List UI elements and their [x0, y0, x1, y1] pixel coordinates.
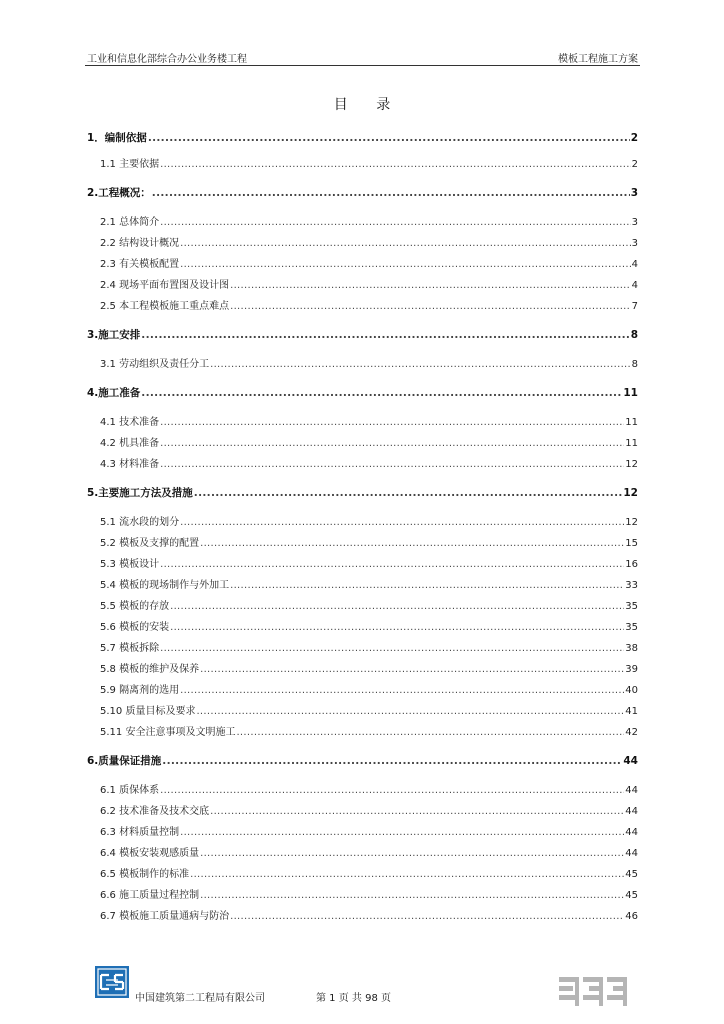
page-footer	[95, 962, 638, 1002]
toc-entry-page-number: 2	[630, 132, 638, 144]
toc-entry-page-number: 42	[625, 727, 638, 738]
toc-entry-page-number: 44	[625, 848, 638, 859]
toc-subsection-entry[interactable]	[87, 844, 638, 860]
toc-title: 目 录	[333, 97, 403, 113]
toc-entry-label: 6.4 模板安装观感质量	[100, 848, 200, 859]
toc-dot-leader	[196, 706, 624, 717]
toc-dot-leader	[160, 459, 624, 470]
toc-subsection-entry[interactable]	[87, 455, 638, 471]
toc-subsection-entry[interactable]	[87, 297, 638, 313]
toc-dot-leader	[210, 359, 631, 370]
page-header	[87, 50, 638, 66]
toc-entry-page-number: 2	[631, 159, 638, 170]
header-project-name: 工业和信息化部综合办公业务楼工程	[87, 54, 247, 65]
toc-dot-leader	[230, 911, 624, 922]
toc-entry-page-number: 3	[630, 187, 638, 199]
toc-subsection-entry[interactable]	[87, 597, 638, 613]
toc-dot-leader	[148, 132, 630, 144]
toc-entry-page-number: 46	[625, 911, 638, 922]
toc-dot-leader	[160, 217, 631, 228]
toc-entry-label: 6.质量保证措施	[87, 755, 162, 767]
toc-subsection-entry[interactable]	[87, 534, 638, 550]
toc-dot-leader	[160, 417, 624, 428]
toc-subsection-entry[interactable]	[87, 555, 638, 571]
toc-entry-page-number: 45	[625, 869, 638, 880]
toc-entry-page-number: 3	[631, 238, 638, 249]
header-document-name: 模板工程施工方案	[558, 54, 638, 65]
footer-company-name: 中国建筑第二工程局有限公司	[135, 993, 265, 1004]
toc-subsection-entry[interactable]	[87, 723, 638, 739]
toc-entry-label: 4.施工准备	[87, 387, 141, 399]
toc-entry-label: 4.1 技术准备	[100, 417, 160, 428]
toc-section-entry[interactable]	[87, 385, 638, 401]
toc-dot-leader	[230, 301, 631, 312]
toc-entry-page-number: 11	[623, 387, 638, 399]
toc-dot-leader	[170, 601, 624, 612]
toc-entry-page-number: 44	[625, 785, 638, 796]
toc-entry-page-number: 16	[625, 559, 638, 570]
toc-entry-label: 4.3 材料准备	[100, 459, 160, 470]
toc-entry-page-number: 11	[625, 417, 638, 428]
toc-subsection-entry[interactable]	[87, 823, 638, 839]
toc-entry-page-number: 12	[625, 459, 638, 470]
toc-dot-leader	[141, 387, 622, 399]
header-divider	[85, 65, 640, 66]
toc-entry-label: 6.3 材料质量控制	[100, 827, 180, 838]
toc-entry-label: 5.7 模板拆除	[100, 643, 160, 654]
toc-entry-page-number: 8	[631, 359, 638, 370]
toc-dot-leader	[200, 664, 624, 675]
toc-dot-leader	[141, 329, 629, 341]
toc-subsection-entry[interactable]	[87, 513, 638, 529]
toc-entry-page-number: 4	[631, 280, 638, 291]
toc-entry-label: 4.2 机具准备	[100, 438, 160, 449]
toc-subsection-entry[interactable]	[87, 355, 638, 371]
toc-section-entry[interactable]	[87, 130, 638, 146]
toc-entry-label: 3.1 劳动组织及责任分工	[100, 359, 210, 370]
toc-entry-label: 5.3 模板设计	[100, 559, 160, 570]
toc-entry-page-number: 44	[623, 755, 638, 767]
toc-entry-label: 6.2 技术准备及技术交底	[100, 806, 210, 817]
footer-page-number: 第 1 页 共 98 页	[316, 993, 391, 1004]
toc-dot-leader	[170, 622, 624, 633]
toc-subsection-entry[interactable]	[87, 907, 638, 923]
toc-entry-label: 6.6 施工质量过程控制	[100, 890, 200, 901]
toc-subsection-entry[interactable]	[87, 660, 638, 676]
toc-entry-label: 2.工程概况：	[87, 187, 151, 199]
toc-entry-page-number: 12	[625, 517, 638, 528]
toc-dot-leader	[160, 785, 624, 796]
toc-dot-leader	[160, 438, 624, 449]
toc-dot-leader	[160, 643, 624, 654]
toc-dot-leader	[162, 755, 622, 767]
toc-entry-label: 2.3 有关模板配置	[100, 259, 180, 270]
toc-subsection-entry[interactable]	[87, 234, 638, 250]
toc-dot-leader	[230, 280, 631, 291]
toc-subsection-entry[interactable]	[87, 255, 638, 271]
toc-subsection-entry[interactable]	[87, 618, 638, 634]
toc-entry-label: 5.5 模板的存放	[100, 601, 170, 612]
toc-dot-leader	[200, 890, 624, 901]
toc-entry-label: 3.施工安排	[87, 329, 141, 341]
toc-entry-label: 2.5 本工程模板施工重点难点	[100, 301, 230, 312]
toc-entry-page-number: 12	[623, 487, 638, 499]
toc-section-entry[interactable]	[87, 485, 638, 501]
toc-entry-page-number: 7	[631, 301, 638, 312]
toc-subsection-entry[interactable]	[87, 276, 638, 292]
toc-entry-label: 5.2 模板及支撑的配置	[100, 538, 200, 549]
toc-entry-label: 5.8 模板的维护及保养	[100, 664, 200, 675]
toc-entry-label: 5.10 质量目标及要求	[100, 706, 196, 717]
toc-subsection-entry[interactable]	[87, 886, 638, 902]
toc-entry-page-number: 8	[630, 329, 638, 341]
toc-dot-leader	[160, 559, 624, 570]
toc-entry-label: 6.7 模板施工质量通病与防治	[100, 911, 230, 922]
toc-subsection-entry[interactable]	[87, 155, 638, 171]
toc-subsection-entry[interactable]	[87, 213, 638, 229]
toc-dot-leader	[160, 159, 631, 170]
toc-entry-page-number: 35	[625, 622, 638, 633]
toc-entry-label: 2.4 现场平面布置图及设计图	[100, 280, 230, 291]
toc-section-entry[interactable]	[87, 185, 638, 201]
toc-subsection-entry[interactable]	[87, 639, 638, 655]
toc-dot-leader	[180, 259, 631, 270]
toc-dot-leader	[180, 238, 631, 249]
toc-entry-label: 5.9 隔离剂的选用	[100, 685, 180, 696]
toc-entry-label: 6.1 质保体系	[100, 785, 160, 796]
toc-entry-label: 1．编制依据	[87, 132, 147, 144]
toc-dot-leader	[200, 538, 624, 549]
toc-dot-leader	[210, 806, 624, 817]
toc-entry-page-number: 41	[625, 706, 638, 717]
toc-section-entry[interactable]	[87, 753, 638, 769]
toc-entry-label: 6.5 模板制作的标准	[100, 869, 190, 880]
toc-subsection-entry[interactable]	[87, 781, 638, 797]
company-logo-icon	[95, 966, 129, 998]
toc-entry-page-number: 39	[625, 664, 638, 675]
toc-entry-page-number: 15	[625, 538, 638, 549]
toc-entry-page-number: 38	[625, 643, 638, 654]
toc-entry-label: 2.1 总体简介	[100, 217, 160, 228]
toc-subsection-entry[interactable]	[87, 681, 638, 697]
toc-dot-leader	[200, 848, 624, 859]
toc-section-entry[interactable]	[87, 327, 638, 343]
toc-entry-page-number: 11	[625, 438, 638, 449]
toc-entry-label: 1.1 主要依据	[100, 159, 160, 170]
toc-entry-label: 5.11 安全注意事项及文明施工	[100, 727, 236, 738]
toc-entry-page-number: 3	[631, 217, 638, 228]
toc-subsection-entry[interactable]	[87, 865, 638, 881]
toc-dot-leader	[236, 727, 624, 738]
toc-subsection-entry[interactable]	[87, 434, 638, 450]
toc-entry-label: 5.主要施工方法及措施	[87, 487, 193, 499]
toc-dot-leader	[230, 580, 624, 591]
toc-subsection-entry[interactable]	[87, 413, 638, 429]
toc-entry-label: 2.2 结构设计概况	[100, 238, 180, 249]
toc-dot-leader	[180, 685, 624, 696]
toc-entry-label: 5.6 模板的安装	[100, 622, 170, 633]
toc-subsection-entry[interactable]	[87, 802, 638, 818]
toc-dot-leader	[152, 187, 630, 199]
toc-dot-leader	[194, 487, 623, 499]
toc-entry-page-number: 35	[625, 601, 638, 612]
toc-entry-page-number: 33	[625, 580, 638, 591]
toc-entry-page-number: 45	[625, 890, 638, 901]
toc-entry-page-number: 44	[625, 806, 638, 817]
toc-dot-leader	[190, 869, 624, 880]
toc-dot-leader	[180, 827, 624, 838]
toc-entry-page-number: 40	[625, 685, 638, 696]
toc-dot-leader	[180, 517, 624, 528]
toc-entry-label: 5.1 流水段的划分	[100, 517, 180, 528]
toc-entry-page-number: 4	[631, 259, 638, 270]
toc-subsection-entry[interactable]	[87, 702, 638, 718]
toc-subsection-entry[interactable]	[87, 576, 638, 592]
decorative-brand-mark-icon	[557, 972, 635, 1006]
toc-entry-page-number: 44	[625, 827, 638, 838]
toc-entry-label: 5.4 模板的现场制作与外加工	[100, 580, 230, 591]
